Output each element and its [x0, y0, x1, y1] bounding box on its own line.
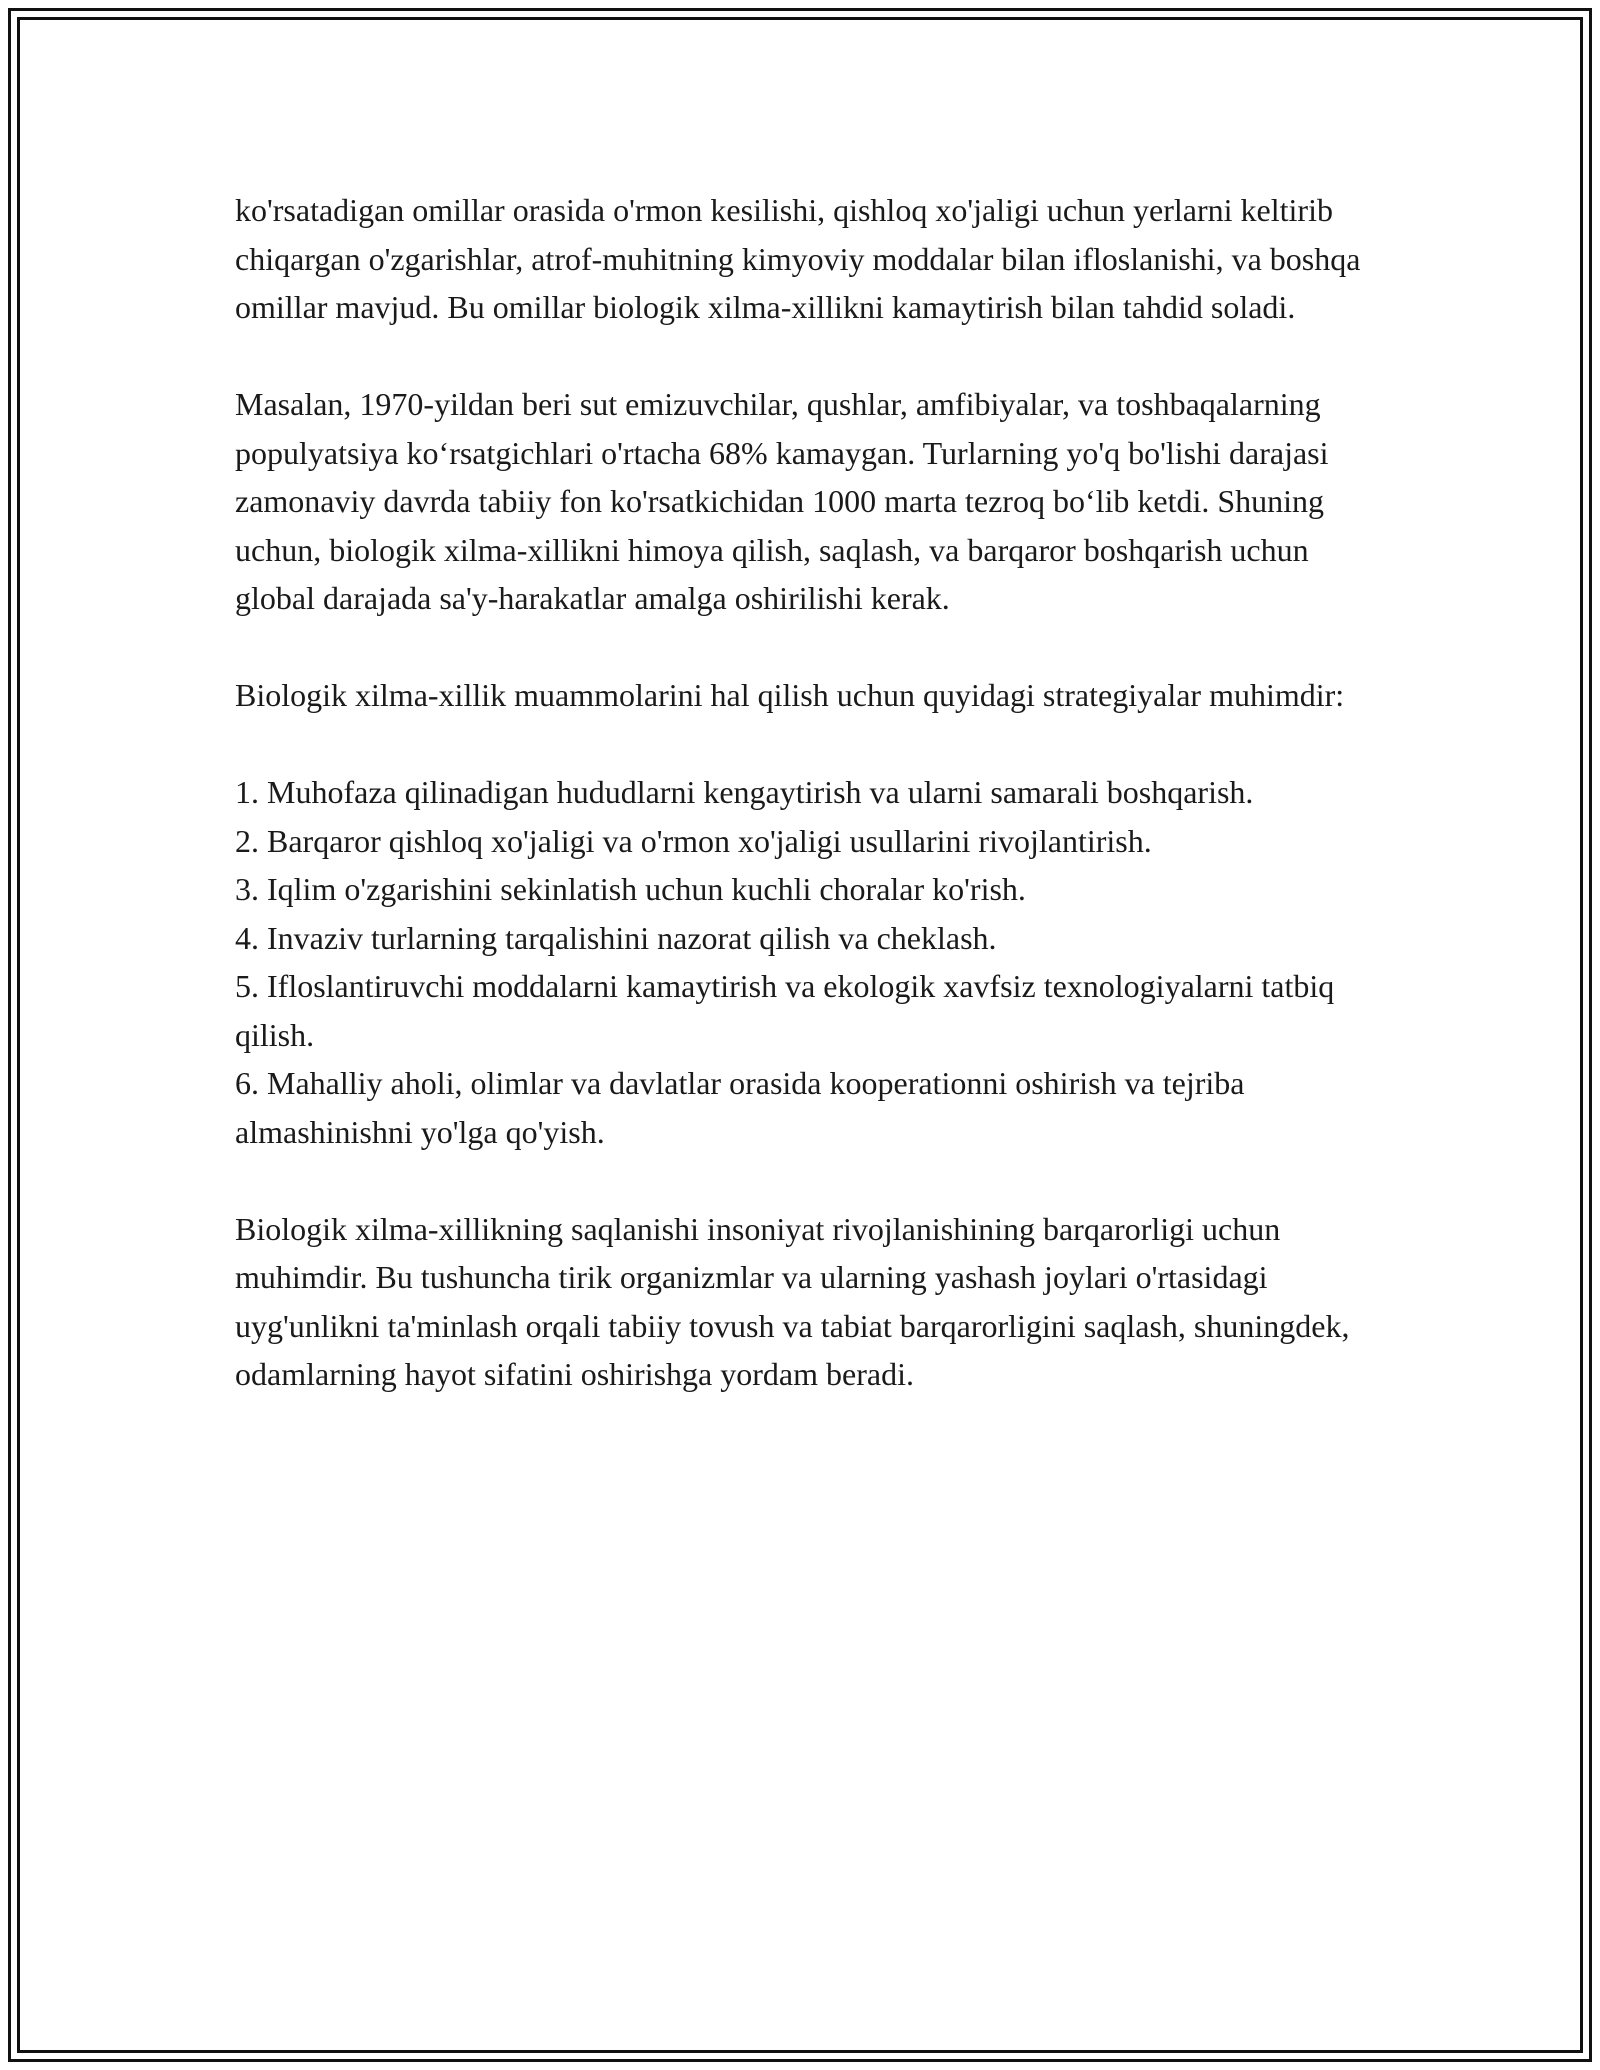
list-item: 3. Iqlim o'zgarishini sekinlatish uchun kuchli choralar ko'rish. — [235, 871, 1026, 907]
list-item: 1. Muhofaza qilinadigan hududlarni kengaytirish va ularni samarali boshqarish. — [235, 774, 1254, 810]
list-item: 4. Invaziv turlarning tarqalishini nazorat qilish va cheklash. — [235, 919, 997, 956]
document-body — [235, 186, 1385, 1447]
list-item: 5. Ifloslantiruvchi moddalarni kamaytirish va ekologik xavfsiz texnologiyalarni tatbiq qilish. — [235, 968, 1335, 1053]
paragraph-threats: ko'rsatadigan omillar orasida o'rmon kesilishi, qishloq xo'jaligi uchun yerlarni keltirib chiqargan o'zgarishlar, atrof-muhitning kimyoviy moddalar bilan ifloslanishi, va boshqa omillar mavjud. Bu omillar biologik xilma-xillikni kamaytirish bilan tahdid soladi. — [235, 192, 1361, 325]
paragraph-closing: Biologik xilma-xillikning saqlanishi insoniyat rivojlanishining barqarorligi uchun muhimdir. Bu tushuncha tirik organizmlar va ularning yashash joylari o'rtasidagi uyg'unlikni ta'minlash orqali tabiiy tovush va tabiat barqarorligini saqlash, shuningdek, odamlarning hayot sifatini oshirishga yordam beradi. — [235, 1210, 1350, 1392]
strategies-list — [235, 768, 1385, 1156]
paragraph-statistics: Masalan, 1970-yildan beri sut emizuvchilar, qushlar, amfibiyalar, va toshbaqalarning populyatsiya koʻrsatgichlari o'rtacha 68% kamaygan. Turlarning yo'q bo'lishi darajasi zamonaviy davrda tabiiy fon ko'rsatkichidan 1000 marta tezroq boʻlib ketdi. Shuning uchun, biologik xilma-xillikni himoya qilish, saqlash, va barqaror boshqarish uchun global darajada sa'y-harakatlar amalga oshirilishi kerak. — [235, 386, 1329, 616]
list-item: 2. Barqaror qishloq xo'jaligi va o'rmon xo'jaligi usullarini rivojlantirish. — [235, 822, 1152, 859]
list-item: 6. Mahalliy aholi, olimlar va davlatlar orasida kooperationni oshirish va tejriba almashinishni yo'lga qo'yish. — [235, 1065, 1245, 1150]
paragraph-strategies-intro: Biologik xilma-xillik muammolarini hal qilish uchun quyidagi strategiyalar muhimdir: — [235, 677, 1345, 713]
